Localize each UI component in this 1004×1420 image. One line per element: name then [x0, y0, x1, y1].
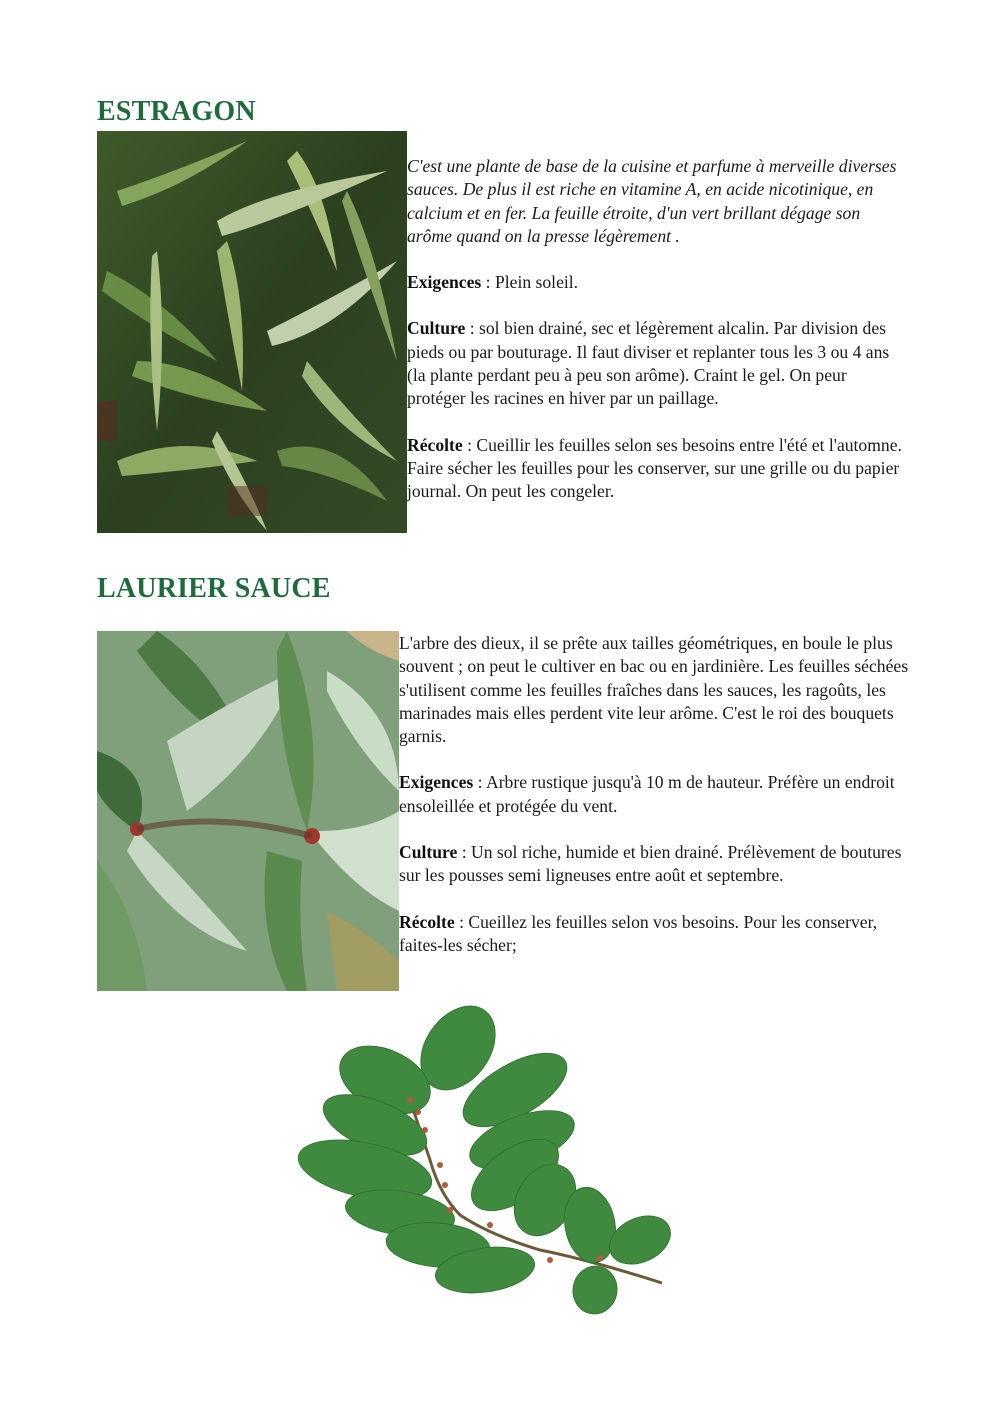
laurier-exigences — [399, 771, 914, 818]
laurier-text — [399, 632, 914, 980]
culture-label: Culture — [399, 842, 458, 863]
laurier-intro: L'arbre des dieux, il se prête aux tailles géométriques, en boule le plus souvent ; on peut le cultiver en bac ou en jardinière. Les feuilles séchées s'utilisent comme les feuilles fraîches dans les sauces, les ragoûts, les marinades mais elles perdent vite leur arôme. C'est le roi des bouquets garnis. — [399, 633, 909, 747]
laurier-recolte — [399, 911, 914, 958]
culture-value: : Un sol riche, humide et bien drainé. Prélèvement de boutures sur les pousses semi ligneuses entre août et septembre. — [399, 842, 902, 886]
recolte-value: : Cueillez les feuilles selon vos besoins. Pour les conserver, faites-les sécher; — [399, 911, 878, 955]
recolte-label: Récolte — [399, 911, 455, 932]
estragon-culture — [407, 317, 907, 410]
exigences-value: : Arbre rustique jusqu'à 10 m de hauteur. Préfère un endroit ensoleillée et protégée du vent. — [399, 772, 895, 816]
estragon-intro: C'est une plante de base de la cuisine et parfume à merveille diverses sauces. De plus il est riche en vitamine A, en acide nicotinique, en calcium et en fer. La feuille étroite, d'un vert brillant dégage son arôme quand on la presse légèrement . — [407, 156, 897, 246]
exigences-label: Exigences — [407, 272, 482, 293]
exigences-value: : Plein soleil. — [481, 272, 579, 293]
estragon-text — [407, 155, 907, 527]
estragon-recolte — [407, 434, 907, 504]
exigences-label: Exigences — [399, 772, 474, 793]
estragon-photo — [97, 131, 407, 533]
culture-value: : sol bien drainé, sec et légèrement alcalin. Par division des pieds ou par bouturage. Il faut diviser et replanter tous les 3 ou 4 ans (la plante perdant peu à peu son arôme). Craint le gel. On peur protéger les racines en hiver par un paillage. — [407, 318, 890, 409]
recolte-label: Récolte — [407, 434, 463, 455]
recolte-value: : Cueillir les feuilles selon ses besoins entre l'été et l'automne. Faire sécher les feuilles pour les conserver, sur une grille ou du papier journal. On peut les congeler. — [407, 434, 902, 502]
culture-label: Culture — [407, 318, 466, 339]
section-title-laurier-sauce: LAURIER SAUCE — [97, 573, 331, 604]
section-title-estragon: ESTRAGON — [97, 96, 256, 127]
laurier-photo — [97, 631, 399, 991]
bay-leaf-branch-illustration — [290, 1000, 675, 1315]
laurier-culture — [399, 841, 914, 888]
estragon-exigences — [407, 271, 907, 294]
